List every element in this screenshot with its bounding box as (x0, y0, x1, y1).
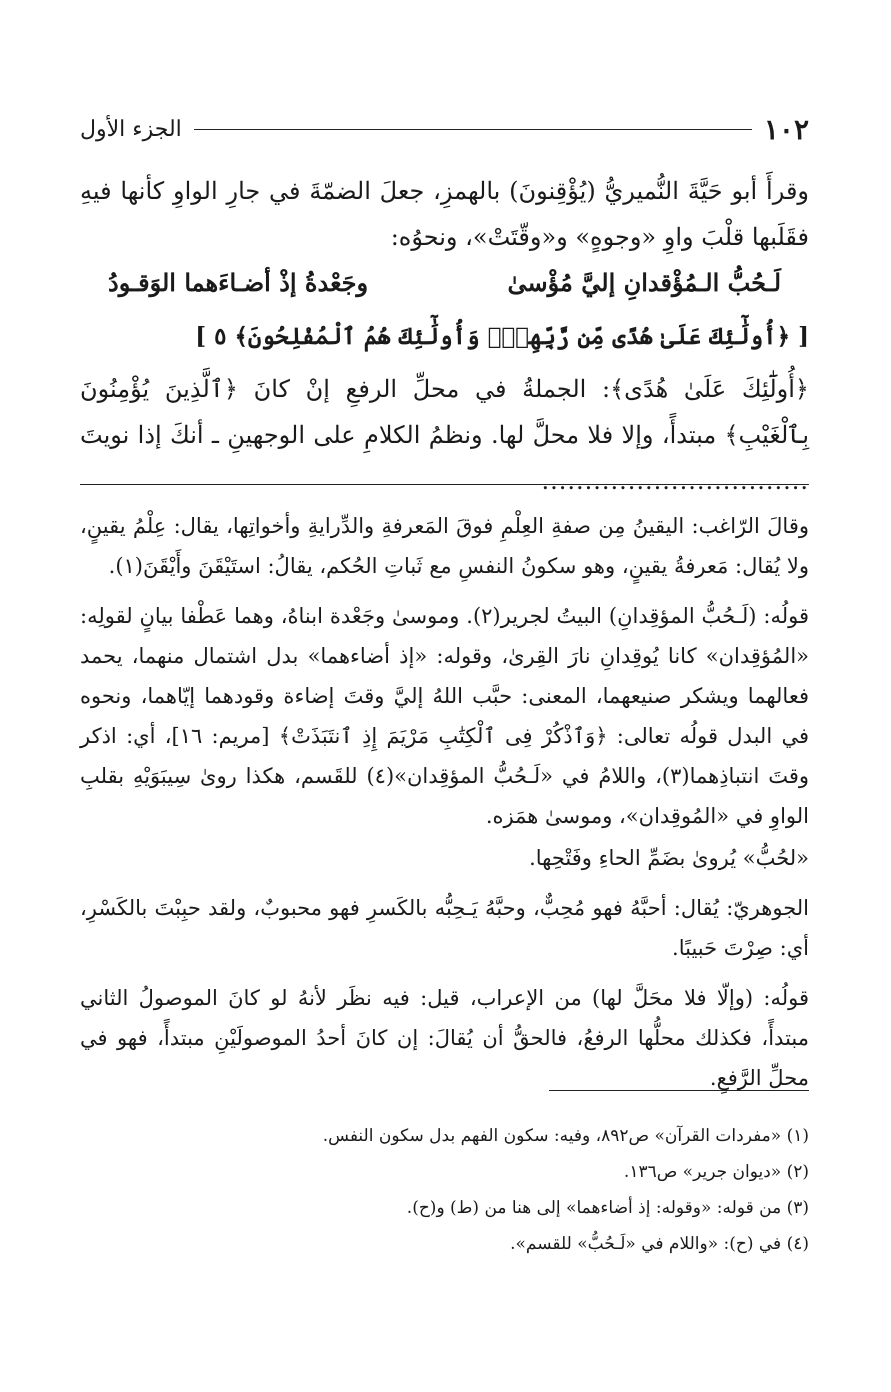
commentary-block (80, 506, 809, 1108)
commentary-paragraph-5: قولُه: (وإلّا فلا محَلَّ لها) من الإعراب، قيل: فيه نظَر لأنهُ لو كانَ الموصولُ الثاني مبتدأً، فكذلك محلُّها الرفعُ، فالحقُّ أن يُقالَ: إن كانَ أحدُ الموصولَيْنِ مبتدأً، فهو في محلِّ الرَّفعِ. (80, 986, 809, 1090)
poetry-verse (80, 260, 809, 306)
verse-hemistich-right: لَـحُبُّ الـمُؤْقدانِ إليَّ مُؤْسىٰ (507, 268, 781, 297)
running-header (80, 112, 809, 146)
footnote-rule (549, 1090, 809, 1091)
footnote-item: (٣) من قوله: «وقوله: إذ أضاءهما» إلى هنا من (ط) و(ح). (406, 1198, 809, 1218)
page-number: ١٠٢ (763, 112, 809, 146)
commentary-paragraph-2: قولُه: (لَـحُبُّ المؤقِدانِ) البيتُ لجرير(٢). وموسىٰ وجَعْدة ابناهُ، وهما عَطْفا بيانٍ لقولِه: «المُؤقِدان» كانا يُوقِدانِ نارَ القِرىٰ، وقوله: «إذ أضاءهما» بدل اشتمال منهما، يحمد فعالهما ويشكر صنيعهما، المعنى: حبَّب اللهُ إليَّ وقتَ إضاءة وقودهما إيّاهما، ونحوه في البدل قولُه تعالى: ﴿وَٱذْكُرْ فِى ٱلْكِتَٰبِ مَرْيَمَ إِذِ ٱنتَبَذَتْ﴾ [مريم: ١٦]، أي: اذكر وقتَ انتباذِهما(٣)، واللامُ في «لَـحُبُّ المؤقِدان»(٤) للقَسم، هكذا روىٰ سِيبَوَيْهِ بقلبِ الواوِ في «المُوقِدان»، وموسىٰ همَزه. (80, 604, 809, 828)
verse-hemistich-left: وجَعْدةُ إذْ أضـاءَهما الوَقـودُ (108, 268, 369, 297)
commentary-paragraph-1: وقالَ الرّاغب: اليقينُ مِن صفةِ العِلْمِ فوقَ المَعرفةِ والدِّرايةِ وأخواتِها، يقال: عِلْمُ يقينٍ، ولا يُقال: مَعرفةُ يقينٍ، وهو سكونُ النفسِ مع ثَباتِ الحُكم، يقالُ: استَيْقَنَ وأَيْقَنَ(١). (80, 514, 809, 578)
footnotes (80, 1118, 809, 1262)
main-text-block (80, 168, 809, 504)
quran-verse: [ ﴿أُولَٰٓئِكَ عَلَىٰ هُدًى مِّن رَّبِّهِمْۖ وَأُولَٰٓئِكَ هُمُ ٱلْمُفْلِحُونَ﴾ ٥ ] (195, 323, 809, 350)
section-divider (80, 484, 809, 485)
footnote-item: (٤) في (ح): «واللام في «لَـحُبُّ» للقسم». (510, 1234, 809, 1254)
commentary-paragraph-3: «لحُبُّ» يُروىٰ بضَمِّ الحاءِ وفَتْحِها. (529, 846, 809, 870)
matn-paragraph-2-text: ﴿أُولَٰٓئِكَ عَلَىٰ هُدًى﴾: الجملةُ في محلِّ الرفعِ إنْ كانَ ﴿ٱلَّذِينَ يُؤْمِنُونَ بِٱلْغَيْبِ﴾ مبتدأً، وإلا فلا محلَّ لها. ونظمُ الكلامِ على الوجهينِ ـ أنكَ إذا نويتَ (80, 375, 809, 449)
commentary-paragraph-4: الجوهريّ: يُقال: أحبَّهُ فهو مُحِبٌّ، وحبَّهُ يَـحِبُّه بالكَسرِ فهو محبوبٌ، ولقد حبِبْتَ بالكَسْرِ، أي: صِرْتَ حَبيبًا. (80, 896, 809, 960)
footnote-item: (٢) «ديوان جرير» ص١٣٦. (623, 1162, 809, 1182)
header-rule (194, 129, 752, 130)
continuation-dots: ............................... (541, 467, 809, 495)
matn-paragraph-1: وقرأَ أبو حَيَّةَ النُّميريُّ (يُؤْقِنونَ) بالهمزِ، جعلَ الضمّةَ في جارِ الواوِ كأنها فيهِ فقَلَبها قلْبَ واوِ «وجوهٍ» و«وقّتَتْ»، ونحوُه: (80, 177, 809, 251)
footnote-item: (١) «مفردات القرآن» ص٨٩٢، وفيه: سكون الفهم بدل سكون النفس. (322, 1126, 809, 1146)
running-title: الجزء الأول (80, 116, 182, 142)
